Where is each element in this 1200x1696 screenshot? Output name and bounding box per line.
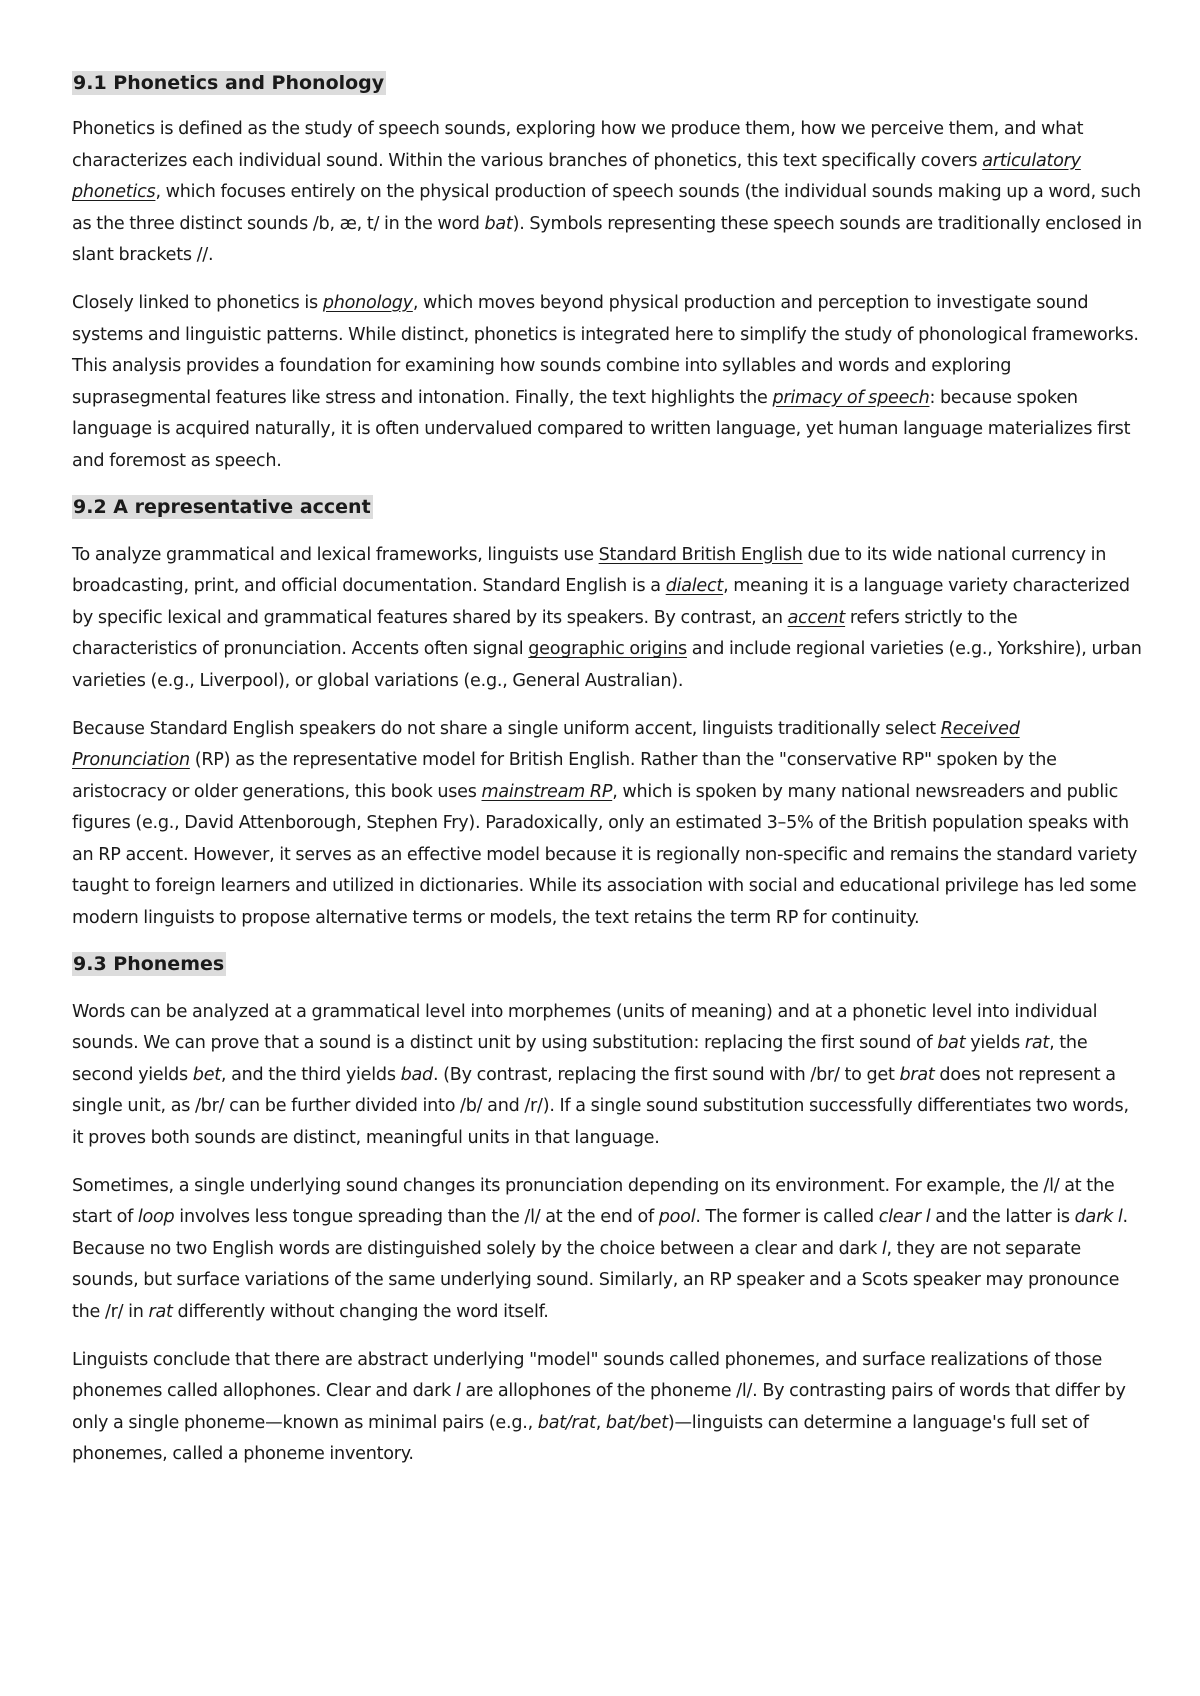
- term-primacy-of-speech: primacy of speech: [772, 387, 930, 408]
- text-segment: due to its wide national currency in broadcasting, print, and official documentation. Standard English is a: [72, 544, 1107, 597]
- section-heading: [72, 70, 1142, 96]
- section-heading: [72, 494, 1142, 520]
- paragraph: [72, 540, 1142, 698]
- text-segment: , the second yields: [72, 1033, 1088, 1085]
- section-heading-text: 9.2 A representative accent: [73, 495, 371, 518]
- text-segment: Closely linked to phonetics is: [72, 292, 323, 313]
- text-segment: , they are not separate sounds, but surface variations of the same underlying sound. Similarly, an RP speaker and a Scots speaker may pronounce the /r/ in: [72, 1238, 1120, 1322]
- example-word: bat: [484, 213, 513, 234]
- example-term: l: [881, 1238, 887, 1259]
- example-word: bat/bet: [605, 1412, 668, 1433]
- example-word: loop: [137, 1207, 175, 1228]
- paragraph: [72, 288, 1142, 478]
- term-received-pronunciation: Received Pronunciation: [72, 718, 1020, 771]
- paragraph: [72, 714, 1142, 935]
- text-segment: ,: [595, 1412, 606, 1433]
- section-heading-text: 9.1 Phonetics and Phonology: [73, 72, 385, 94]
- term-dialect: dialect: [665, 576, 724, 597]
- text-segment: . (By contrast, replacing the first sound with /br/ to get: [432, 1064, 900, 1085]
- text-segment: are allophones of the phoneme /l/. By contrasting pairs of words that differ by only a single phoneme—known as minimal pairs (e.g.,: [72, 1381, 1126, 1433]
- term-geographic-origins: geographic origins: [528, 639, 687, 660]
- text-segment: involves less tongue spreading than the /l/ at the end of: [174, 1207, 659, 1228]
- text-segment: . The former is called: [695, 1207, 879, 1228]
- text-segment: (RP) as the representative model for British English. Rather than the "conservative RP" spoken by the aristocracy or older generations, this book uses: [72, 750, 1057, 802]
- text-segment: and the latter is: [930, 1207, 1075, 1228]
- term-mainstream-rp: mainstream RP: [481, 781, 613, 802]
- example-word: brat: [899, 1064, 935, 1085]
- paragraph: [72, 1345, 1142, 1471]
- text-segment: Linguists conclude that there are abstract underlying "model" sounds called phonemes, and surface realizations of those phonemes called allophones. Clear and dark: [72, 1349, 1103, 1402]
- term-standard-british-english: Standard British English: [598, 544, 803, 565]
- section-heading-text: 9.3 Phonemes: [73, 952, 225, 975]
- example-word: rat: [148, 1302, 173, 1322]
- term-phonology: phonology: [322, 292, 413, 313]
- example-word: pool: [658, 1207, 696, 1228]
- paragraph: [72, 114, 1142, 272]
- text-segment: and include regional varieties (e.g., Yorkshire), urban varieties (e.g., Liverpool), or global variations (e.g., General Australian).: [72, 639, 1142, 691]
- example-term: l: [455, 1381, 461, 1402]
- text-segment: )—linguists can determine a language's full set of phonemes, called a phoneme inventory.: [72, 1412, 1089, 1465]
- paragraph: [72, 1171, 1142, 1329]
- document-page: [72, 70, 1142, 1487]
- text-segment: To analyze grammatical and lexical frameworks, linguists use: [72, 544, 599, 565]
- example-term: clear l: [878, 1207, 931, 1228]
- paragraph: [72, 997, 1142, 1155]
- text-segment: Sometimes, a single underlying sound changes its pronunciation depending on its environment. For example, the /l/ at the start of: [72, 1175, 1115, 1228]
- example-word: bat: [937, 1033, 966, 1054]
- text-segment: ). Symbols representing these speech sounds are traditionally enclosed in slant brackets //.: [72, 213, 1142, 266]
- term-articulatory-phonetics: articulatory phonetics: [72, 150, 1081, 203]
- term-accent: accent: [787, 607, 846, 628]
- text-segment: , which is spoken by many national newsreaders and public figures (e.g., David Attenborough, Stephen Fry). Paradoxically, only an estimated 3–5% of the British population speaks with an RP accent. However, it serves as an effective model because it is regionally non-specific and remains the standard variety taught to foreign learners and utilized in dictionaries. While its association with social and educational privilege has led some modern linguists to propose alternative terms or models, the text retains the term RP for continuity.: [72, 781, 1138, 929]
- text-segment: , and the third yields: [220, 1064, 401, 1085]
- text-segment: Phonetics is defined as the study of speech sounds, exploring how we produce them, how we perceive them, and what characterizes each individual sound. Within the various branches of phonetics, this text specifically covers: [72, 119, 1084, 171]
- text-segment: . Because no two English words are distinguished solely by the choice between a clear and dark: [72, 1207, 1128, 1259]
- example-word: bad: [400, 1064, 433, 1085]
- text-segment: Because Standard English speakers do not share a single uniform accent, linguists traditionally select: [72, 718, 941, 739]
- text-segment: yields: [965, 1033, 1025, 1054]
- text-segment: : because spoken language is acquired naturally, it is often undervalued compared to written language, yet human language materializes first and foremost as speech.: [72, 387, 1131, 471]
- example-term: dark l: [1074, 1207, 1123, 1228]
- section-heading: [72, 951, 1142, 977]
- text-segment: , which focuses entirely on the physical production of speech sounds (the individual sounds making up a word, such as the three distinct sounds /b, æ, t/ in the word: [72, 182, 1141, 234]
- example-word: bat/rat: [537, 1412, 596, 1433]
- example-word: rat: [1024, 1033, 1050, 1054]
- text-segment: differently without changing the word itself.: [172, 1302, 549, 1322]
- text-segment: does not represent a single unit, as /br/ can be further divided into /b/ and /r/). If a single sound substitution successfully differentiates two words, it proves both sounds are distinct, meaningful units in that language.: [72, 1064, 1129, 1149]
- text-segment: refers strictly to the characteristics of pronunciation. Accents often signal: [72, 607, 1018, 660]
- text-segment: , which moves beyond physical production and perception to investigate sound systems and linguistic patterns. While distinct, phonetics is integrated here to simplify the study of phonological frameworks. This analysis provides a foundation for examining how sounds combine into syllables and words and exploring suprasegmental features like stress and intonation. Finally, the text highlights the: [72, 292, 1139, 408]
- text-segment: , meaning it is a language variety characterized by specific lexical and grammatical features shared by its speakers. By contrast, an: [72, 576, 1130, 628]
- example-word: bet: [192, 1064, 221, 1085]
- text-segment: Words can be analyzed at a grammatical level into morphemes (units of meaning) and at a phonetic level into individual sounds. We can prove that a sound is a distinct unit by using substitution: replacing the first sound of: [72, 1001, 1098, 1054]
